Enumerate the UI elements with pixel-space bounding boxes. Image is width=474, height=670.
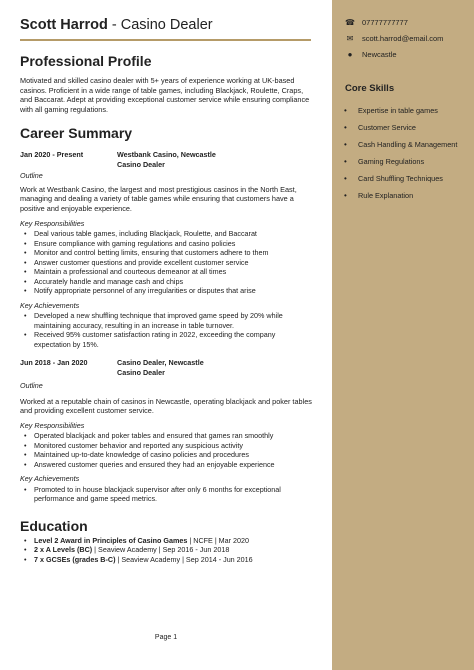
bullet-icon: • — [344, 106, 347, 115]
skill-label: Customer Service — [358, 123, 416, 132]
page-title — [20, 16, 312, 34]
skill-label: Cash Handling & Management — [358, 140, 458, 149]
header-divider — [20, 39, 311, 41]
job-outline: Worked at a reputable chain of casinos in Newcastle, operating blackjack and poker tables and providing excellent customer service. — [20, 396, 312, 416]
skill-item — [344, 153, 464, 170]
list-item — [20, 536, 312, 546]
job-role: Casino Dealer — [117, 159, 165, 169]
skills-heading: Core Skills — [345, 83, 395, 94]
list-item: • Operated blackjack and poker tables and ensured that games ran smoothly — [20, 431, 312, 441]
achievements-list — [20, 485, 312, 504]
list-item: • Notify appropriate personnel of any irregularities or disputes that arise — [20, 286, 312, 296]
skill-label: Expertise in table games — [358, 106, 438, 115]
phone-number: 07777777777 — [362, 17, 408, 27]
outline-label: Outline — [20, 381, 43, 391]
responsibilities-label: Key Responsibilities — [20, 420, 85, 430]
education-qualification: 2 x A Levels (BC) — [34, 545, 93, 555]
education-list — [20, 536, 312, 565]
job-header — [20, 150, 312, 169]
bullet-icon: • — [344, 140, 347, 149]
education-qualification: 7 x GCSEs (grades B-C) — [34, 554, 116, 564]
job-employer: Casino Dealer, Newcastle — [117, 358, 204, 368]
list-item: • Answered customer queries and ensured they had an enjoyable experience — [20, 460, 312, 470]
profile-heading: Professional Profile — [20, 53, 152, 69]
skill-item — [344, 102, 464, 119]
list-item: • Promoted to in house blackjack supervisor after only 6 months for exceptional performance and game speed metrics. — [20, 485, 312, 504]
job-employer-block — [117, 150, 312, 169]
location-text: Newcastle — [362, 49, 397, 59]
list-item — [20, 555, 312, 565]
achievements-label: Key Achievements — [20, 300, 80, 310]
job-entry — [20, 150, 312, 349]
contact-email[interactable] — [344, 30, 464, 46]
list-item: • Monitored customer behavior and reported any suspicious activity — [20, 441, 312, 451]
bullet-icon: • — [344, 191, 347, 200]
contact-location — [344, 46, 464, 62]
responsibilities-list — [20, 431, 312, 469]
skill-item — [344, 119, 464, 136]
skill-label: Card Shuffling Techniques — [358, 174, 443, 183]
job-role: Casino Dealer — [117, 367, 165, 377]
skill-label: Rule Explanation — [358, 191, 414, 200]
job-employer-block — [117, 358, 312, 377]
job-dates: Jun 2018 - Jan 2020 — [20, 358, 88, 368]
education-qualification: Level 2 Award in Principles of Casino Games — [34, 535, 188, 545]
list-item — [20, 545, 312, 555]
list-item: • Maintained up-to-date knowledge of casino policies and procedures — [20, 450, 312, 460]
sidebar — [332, 0, 474, 670]
job-header — [20, 358, 312, 377]
skill-item — [344, 170, 464, 187]
globe-icon: ● — [347, 49, 353, 59]
responsibilities-list — [20, 229, 312, 296]
email-address[interactable]: scott.harrod@email.com — [362, 33, 444, 43]
page-number: Page 1 — [154, 634, 178, 641]
bullet-icon: • — [344, 174, 347, 183]
education-detail: | NCFE | Mar 2020 — [187, 535, 250, 545]
list-item: • Monitor and control betting limits, ensuring that customers adhere to them — [20, 248, 312, 258]
candidate-name: Scott Harrod — [20, 17, 108, 33]
achievements-list — [20, 311, 312, 349]
bullet-icon: • — [344, 157, 347, 166]
career-heading: Career Summary — [20, 125, 133, 142]
job-outline: Work at Westbank Casino, the largest and most prestigious casinos in the North East, managing and dealing a variety of table games while ensuring that customers have a positive and enjoyable experience. — [20, 184, 297, 214]
skill-label: Gaming Regulations — [358, 157, 425, 166]
job-title: Casino Dealer — [120, 17, 213, 33]
list-item: • Accurately handle and manage cash and chips — [20, 277, 312, 287]
list-item: • Developed a new shuffling technique that improved game speed by 20% while maintaining accuracy, resulting in an increase in table turnover. — [20, 311, 312, 330]
education-detail: | Seaview Academy | Sep 2014 - Jun 2016 — [115, 554, 253, 564]
job-employer: Westbank Casino, Newcastle — [117, 150, 216, 160]
education-detail: | Seaview Academy | Sep 2016 - Jun 2018 — [92, 545, 230, 555]
list-item: • Deal various table games, including Blackjack, Roulette, and Baccarat — [20, 229, 312, 239]
list-item: • Received 95% customer satisfaction rating in 2022, exceeding the company expectation by 15%. — [20, 330, 312, 349]
skill-item — [344, 187, 464, 204]
outline-label: Outline — [20, 171, 43, 181]
list-item: • Maintain a professional and courteous demeanor at all times — [20, 267, 312, 277]
responsibilities-label: Key Responsibilities — [20, 218, 85, 228]
achievements-label: Key Achievements — [20, 474, 80, 484]
title-separator: - — [107, 17, 121, 33]
phone-icon: ☎ — [345, 17, 355, 27]
profile-text: Motivated and skilled casino dealer with 5+ years of experience working at UK-based casinos. Proficient in a wide range of table games, including Blackjack, Roulette, Craps, and Baccarat. Adept at providing exceptional customer service while ensuring compliance with all gaming regulations. — [20, 76, 310, 114]
job-entry — [20, 358, 312, 504]
skill-item — [344, 136, 464, 153]
skills-list — [344, 102, 464, 204]
bullet-icon: • — [344, 123, 347, 132]
contact-phone — [344, 14, 464, 30]
job-dates: Jan 2020 - Present — [20, 150, 84, 160]
list-item: • Answer customer questions and provide excellent customer service — [20, 258, 312, 268]
list-item: • Ensure compliance with gaming regulations and casino policies — [20, 239, 312, 249]
email-icon: ✉ — [346, 33, 354, 43]
education-heading: Education — [20, 517, 88, 534]
